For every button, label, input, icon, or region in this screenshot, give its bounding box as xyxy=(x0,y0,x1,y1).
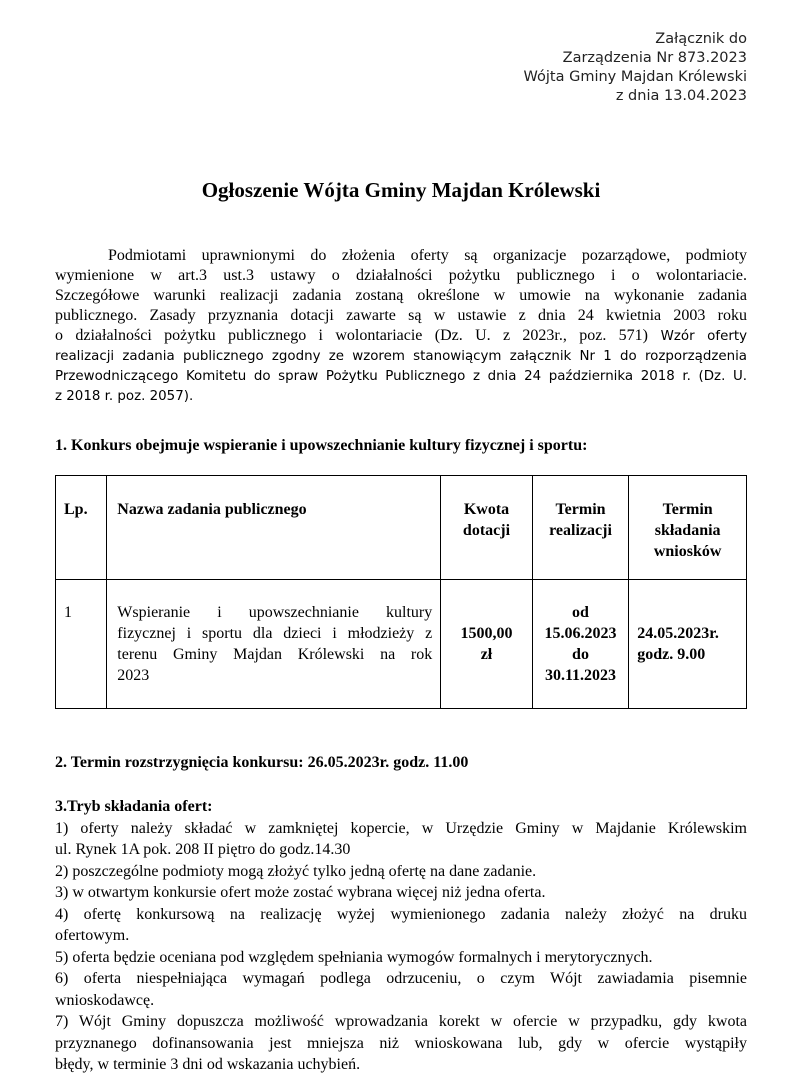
header-name: Nazwa zadania publicznego xyxy=(107,476,441,580)
section-3 xyxy=(55,796,747,1076)
list-item: 2) poszczególne podmioty mogą złożyć tylko jedną ofertę na dane zadanie. xyxy=(55,862,537,880)
intro-line: Przewodniczącego Komitetu do spraw Pożytku Publicznego z dnia 24 października 2018 r. (Dz. U. xyxy=(55,369,747,384)
intro-line xyxy=(55,326,747,347)
cell-termin-skladania: 24.05.2023r. godz. 9.00 xyxy=(629,580,747,709)
intro-line: wymienione w art.3 ust.3 ustawy o działalności pożytku publicznego i o wolontariacie. xyxy=(55,267,747,284)
table-row xyxy=(56,580,747,709)
intro-line: z 2018 r. poz. 2057). xyxy=(55,389,194,404)
intro-line: realizacji zadania publicznego zgodny ze wzorem stanowiącym załącznik Nr 1 do rozporządzenia xyxy=(55,349,747,364)
header-lp: Lp. xyxy=(56,476,107,580)
cell-kwota: 1500,00 zł xyxy=(441,580,533,709)
intro-line-part: o działalności pożytku publicznego i wolontariacie (Dz. U. z 2023r., poz. 571) xyxy=(55,327,648,344)
list-item: 7) Wójt Gminy dopuszcza możliwość wprowadzania korekt w ofercie w przypadku, gdy kwota xyxy=(55,1013,747,1030)
page-title: Ogłoszenie Wójta Gminy Majdan Królewski xyxy=(201,178,601,202)
intro-paragraph xyxy=(55,246,747,407)
annex-line: Wójta Gminy Majdan Królewski xyxy=(523,69,747,85)
intro-line: publicznego. Zasady przyznania dotacji zawarte są w ustawie z dnia 24 kwietnia 2003 roku xyxy=(55,307,747,324)
header-kwota: Kwota dotacji xyxy=(441,476,533,580)
cell-lp: 1 xyxy=(56,580,107,709)
section-3-heading: 3.Tryb składania ofert: xyxy=(55,798,213,815)
annex-line: Załącznik do xyxy=(655,31,747,47)
annex-line: Zarządzenia Nr 873.2023 xyxy=(562,50,747,66)
tasks-table xyxy=(55,475,747,709)
intro-line: Podmiotami uprawnionymi do złożenia oferty są organizacje pozarządowe, podmioty xyxy=(108,247,747,264)
list-item: 6) oferta niespełniająca wymagań podlega odrzuceniu, o czym Wójt zawiadamia pisemnie xyxy=(55,970,747,987)
list-item: 5) oferta będzie oceniana pod względem spełniania wymogów formalnych i merytorycznych. xyxy=(55,948,653,966)
section-2-heading: 2. Termin rozstrzygnięcia konkursu: 26.05.2023r. godz. 11.00 xyxy=(55,754,469,771)
section-1-heading: 1. Konkurs obejmuje wspieranie i upowszechnianie kultury fizycznej i sportu: xyxy=(55,437,588,454)
annex-line: z dnia 13.04.2023 xyxy=(615,88,747,104)
intro-line-part: Wzór oferty xyxy=(648,329,747,344)
table-header-row xyxy=(56,476,747,580)
list-item: 1) oferty należy składać w zamkniętej kopercie, w Urzędzie Gminy w Majdanie Królewskim xyxy=(55,819,747,837)
list-item: przyznanego dofinansowania jest mniejsza niż wnioskowana lub, gdy w ofercie wystąpiły xyxy=(55,1034,747,1052)
list-item: błędy, w terminie 3 dni od wskazania uchybień. xyxy=(55,1056,361,1073)
list-item: ul. Rynek 1A pok. 208 II piętro do godz.14.30 xyxy=(55,841,351,858)
list-item: ofertowym. xyxy=(55,927,130,944)
annex-header xyxy=(524,30,747,106)
list-item: 3) w otwartym konkursie ofert może zostać wybrana więcej niż jedna oferta. xyxy=(55,884,546,901)
list-item: 4) ofertę konkursową na realizację wyżej wymienionego zadania należy złożyć na druku xyxy=(55,905,747,923)
intro-line: Szczegółowe warunki realizacji zadania zostaną określone w umowie na wykonanie zadania xyxy=(55,287,747,304)
header-termin-skladania: Termin składania wniosków xyxy=(629,476,747,580)
list-item: wnioskodawcę. xyxy=(55,991,155,1009)
cell-termin-realizacji: od 15.06.2023 do 30.11.2023 xyxy=(532,580,629,709)
header-termin-realizacji: Termin realizacji xyxy=(532,476,629,580)
cell-name: Wspieranie i upowszechnianie kultury fizycznej i sportu dla dzieci i młodzieży z terenu Gminy Majdan Królewski na rok 2023 xyxy=(107,580,441,709)
